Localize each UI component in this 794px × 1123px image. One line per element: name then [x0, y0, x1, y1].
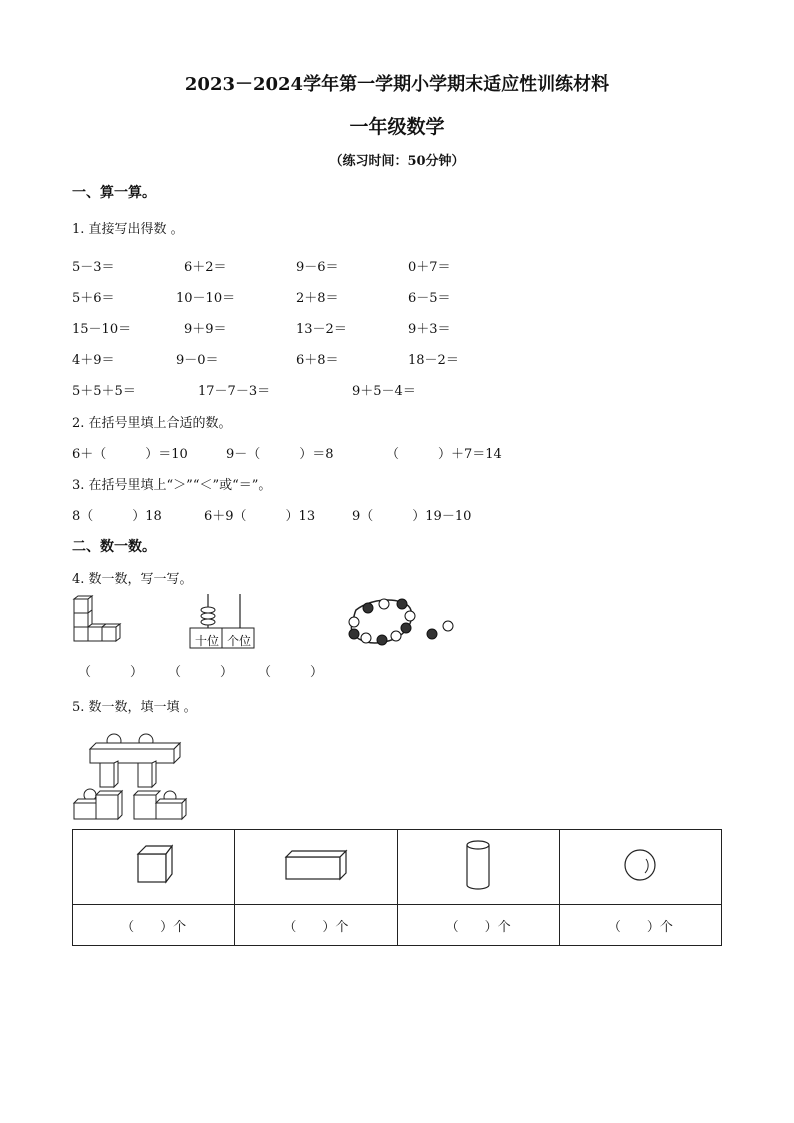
cube-icon: [134, 844, 174, 886]
section-heading-1: 一、算一算。: [72, 185, 156, 201]
equation: 5＋5＋5＝: [72, 384, 136, 399]
cylinder-icon: [463, 839, 493, 891]
answer-blank: （ ）: [168, 665, 234, 680]
equation: 9＋9＝: [184, 322, 227, 337]
question-2-prompt: 2. 在括号里填上合适的数。: [72, 416, 232, 431]
answer-blank: （ ）: [258, 665, 324, 680]
equation: 5＋6＝: [72, 291, 115, 306]
page-title: 2023－2024学年第一学期小学期末适应性训练材料: [184, 74, 610, 95]
count-cell: （ ）个: [73, 905, 235, 946]
equation: 9－0＝: [176, 353, 219, 368]
compare-item: 8（ ）18: [72, 509, 162, 524]
question-3-prompt: 3. 在括号里填上“＞”“＜”或“＝”。: [72, 478, 272, 493]
equation: 13－2＝: [296, 322, 347, 337]
fill-blank-item: 9－（ ）＝8: [226, 447, 334, 462]
sphere-icon: [622, 847, 658, 883]
equation: 6＋2＝: [184, 260, 227, 275]
equation: 4＋9＝: [72, 353, 115, 368]
equation: 6＋8＝: [296, 353, 339, 368]
compare-item: 6＋9（ ）13: [204, 509, 316, 524]
question-1-prompt: 1. 直接写出得数 。: [72, 222, 184, 237]
equation: 0＋7＝: [408, 260, 451, 275]
compare-item: 9（ ）19－10: [352, 509, 472, 524]
cuboid-icon: [284, 849, 348, 881]
equation: 9－6＝: [296, 260, 339, 275]
table-cell-cylinder: [397, 830, 559, 905]
equation: 9＋3＝: [408, 322, 451, 337]
abacus-label-tens: 十位: [194, 634, 219, 648]
time-note: （练习时间：50分钟）: [329, 154, 465, 169]
count-cell: （ ）个: [559, 905, 721, 946]
bead-ring-image: [344, 596, 460, 652]
question-4-prompt: 4. 数一数，写一写。: [72, 572, 193, 587]
equation: 18－2＝: [408, 353, 459, 368]
page-subtitle: 一年级数学: [349, 116, 445, 138]
shape-count-table: [72, 829, 722, 946]
question-5-prompt: 5. 数一数，填一填 。: [72, 700, 197, 715]
table-cell-cuboid: [235, 830, 397, 905]
answer-blank: （ ）: [78, 665, 144, 680]
equation: 17－7－3＝: [198, 384, 271, 399]
count-cell: （ ）个: [235, 905, 397, 946]
stacked-cubes-image: [72, 596, 124, 646]
equation: 2＋8＝: [296, 291, 339, 306]
abacus-label-ones: 个位: [226, 634, 251, 648]
table-cell-cube: [73, 830, 235, 905]
fill-blank-item: （ ）＋7＝14: [386, 447, 502, 462]
equation: 6－5＝: [408, 291, 451, 306]
section-heading-2: 二、数一数。: [72, 539, 156, 555]
count-cell: （ ）个: [397, 905, 559, 946]
equation: 9＋5－4＝: [352, 384, 416, 399]
equation: 10－10＝: [176, 291, 236, 306]
block-building-image: [72, 733, 192, 821]
fill-blank-item: 6＋（ ）＝10: [72, 447, 188, 462]
equation: 5－3＝: [72, 260, 115, 275]
table-cell-sphere: [559, 830, 721, 905]
equation: 15－10＝: [72, 322, 132, 337]
